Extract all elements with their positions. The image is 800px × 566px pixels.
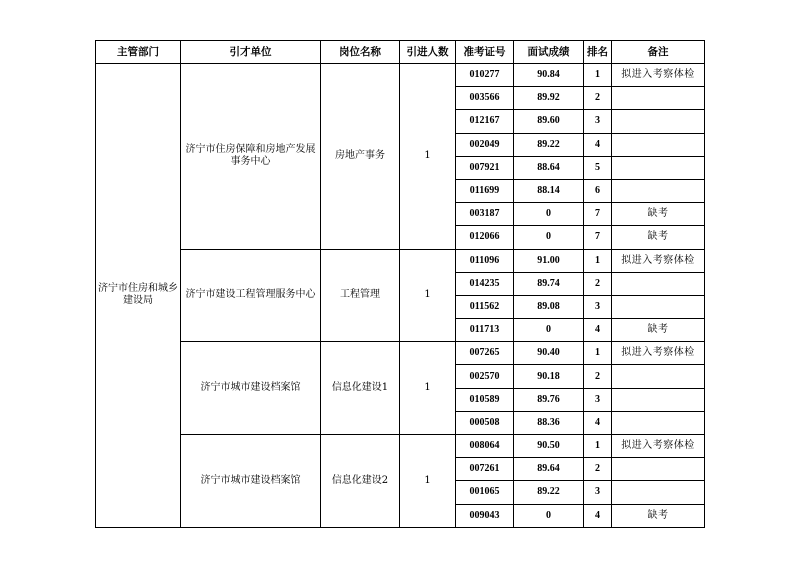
note-cell (612, 388, 705, 411)
table-row (96, 249, 705, 272)
table-body (96, 64, 705, 528)
header-note: 备注 (612, 41, 705, 64)
rank-cell: 7 (584, 203, 612, 226)
rank-cell: 6 (584, 179, 612, 202)
rank-cell: 3 (584, 110, 612, 133)
position-cell: 信息化建设1 (321, 342, 400, 435)
note-cell: 缺考 (612, 226, 705, 249)
exam-id-cell: 000508 (456, 411, 514, 434)
exam-id-cell: 002049 (456, 133, 514, 156)
exam-id-cell: 007921 (456, 156, 514, 179)
exam-id-cell: 010589 (456, 388, 514, 411)
header-position: 岗位名称 (321, 41, 400, 64)
exam-id-cell: 003566 (456, 87, 514, 110)
note-cell (612, 295, 705, 318)
score-cell: 90.18 (514, 365, 584, 388)
rank-cell: 1 (584, 342, 612, 365)
exam-id-cell: 011699 (456, 179, 514, 202)
header-score: 面试成绩 (514, 41, 584, 64)
exam-id-cell: 003187 (456, 203, 514, 226)
unit-cell: 济宁市城市建设档案馆 (181, 342, 321, 435)
count-cell: 1 (400, 435, 456, 528)
exam-id-cell: 007265 (456, 342, 514, 365)
count-cell: 1 (400, 342, 456, 435)
rank-cell: 4 (584, 411, 612, 434)
score-cell: 88.14 (514, 179, 584, 202)
exam-id-cell: 010277 (456, 64, 514, 87)
note-cell (612, 481, 705, 504)
unit-cell: 济宁市城市建设档案馆 (181, 435, 321, 528)
exam-id-cell: 012066 (456, 226, 514, 249)
department-cell: 济宁市住房和城乡建设局 (96, 64, 181, 528)
note-cell: 拟进入考察体检 (612, 64, 705, 87)
note-cell: 拟进入考察体检 (612, 342, 705, 365)
exam-id-cell: 014235 (456, 272, 514, 295)
note-cell (612, 458, 705, 481)
score-cell: 89.08 (514, 295, 584, 318)
rank-cell: 3 (584, 295, 612, 318)
note-cell (612, 411, 705, 434)
table-row (96, 342, 705, 365)
note-cell: 拟进入考察体检 (612, 249, 705, 272)
rank-cell: 2 (584, 458, 612, 481)
score-cell: 90.50 (514, 435, 584, 458)
score-cell: 91.00 (514, 249, 584, 272)
exam-id-cell: 009043 (456, 504, 514, 527)
score-cell: 89.64 (514, 458, 584, 481)
exam-id-cell: 011713 (456, 319, 514, 342)
rank-cell: 7 (584, 226, 612, 249)
note-cell (612, 179, 705, 202)
exam-id-cell: 012167 (456, 110, 514, 133)
header-rank: 排名 (584, 41, 612, 64)
score-cell: 0 (514, 504, 584, 527)
rank-cell: 1 (584, 435, 612, 458)
rank-cell: 1 (584, 249, 612, 272)
note-cell (612, 365, 705, 388)
score-cell: 0 (514, 319, 584, 342)
rank-cell: 3 (584, 481, 612, 504)
position-cell: 信息化建设2 (321, 435, 400, 528)
count-cell: 1 (400, 64, 456, 250)
score-cell: 0 (514, 203, 584, 226)
score-cell: 89.60 (514, 110, 584, 133)
rank-cell: 4 (584, 133, 612, 156)
note-cell: 缺考 (612, 319, 705, 342)
note-cell: 缺考 (612, 203, 705, 226)
rank-cell: 2 (584, 365, 612, 388)
score-cell: 88.36 (514, 411, 584, 434)
unit-cell: 济宁市住房保障和房地产发展事务中心 (181, 64, 321, 250)
score-cell: 88.64 (514, 156, 584, 179)
count-cell: 1 (400, 249, 456, 342)
position-cell: 工程管理 (321, 249, 400, 342)
note-cell (612, 110, 705, 133)
score-cell: 89.22 (514, 133, 584, 156)
table-row (96, 64, 705, 87)
exam-id-cell: 011562 (456, 295, 514, 318)
score-cell: 90.84 (514, 64, 584, 87)
rank-cell: 3 (584, 388, 612, 411)
exam-id-cell: 002570 (456, 365, 514, 388)
note-cell (612, 156, 705, 179)
score-cell: 0 (514, 226, 584, 249)
header-unit: 引才单位 (181, 41, 321, 64)
header-department: 主管部门 (96, 41, 181, 64)
unit-cell: 济宁市建设工程管理服务中心 (181, 249, 321, 342)
rank-cell: 2 (584, 87, 612, 110)
position-cell: 房地产事务 (321, 64, 400, 250)
table-row (96, 435, 705, 458)
interview-score-table (95, 40, 705, 528)
score-cell: 89.22 (514, 481, 584, 504)
score-cell: 90.40 (514, 342, 584, 365)
exam-id-cell: 008064 (456, 435, 514, 458)
score-cell: 89.74 (514, 272, 584, 295)
rank-cell: 1 (584, 64, 612, 87)
exam-id-cell: 007261 (456, 458, 514, 481)
rank-cell: 4 (584, 504, 612, 527)
rank-cell: 2 (584, 272, 612, 295)
score-cell: 89.76 (514, 388, 584, 411)
score-cell: 89.92 (514, 87, 584, 110)
exam-id-cell: 001065 (456, 481, 514, 504)
rank-cell: 5 (584, 156, 612, 179)
note-cell (612, 272, 705, 295)
exam-id-cell: 011096 (456, 249, 514, 272)
header-exam-id: 准考证号 (456, 41, 514, 64)
note-cell: 拟进入考察体检 (612, 435, 705, 458)
note-cell (612, 87, 705, 110)
header-count: 引进人数 (400, 41, 456, 64)
header-row (96, 41, 705, 64)
note-cell: 缺考 (612, 504, 705, 527)
rank-cell: 4 (584, 319, 612, 342)
note-cell (612, 133, 705, 156)
